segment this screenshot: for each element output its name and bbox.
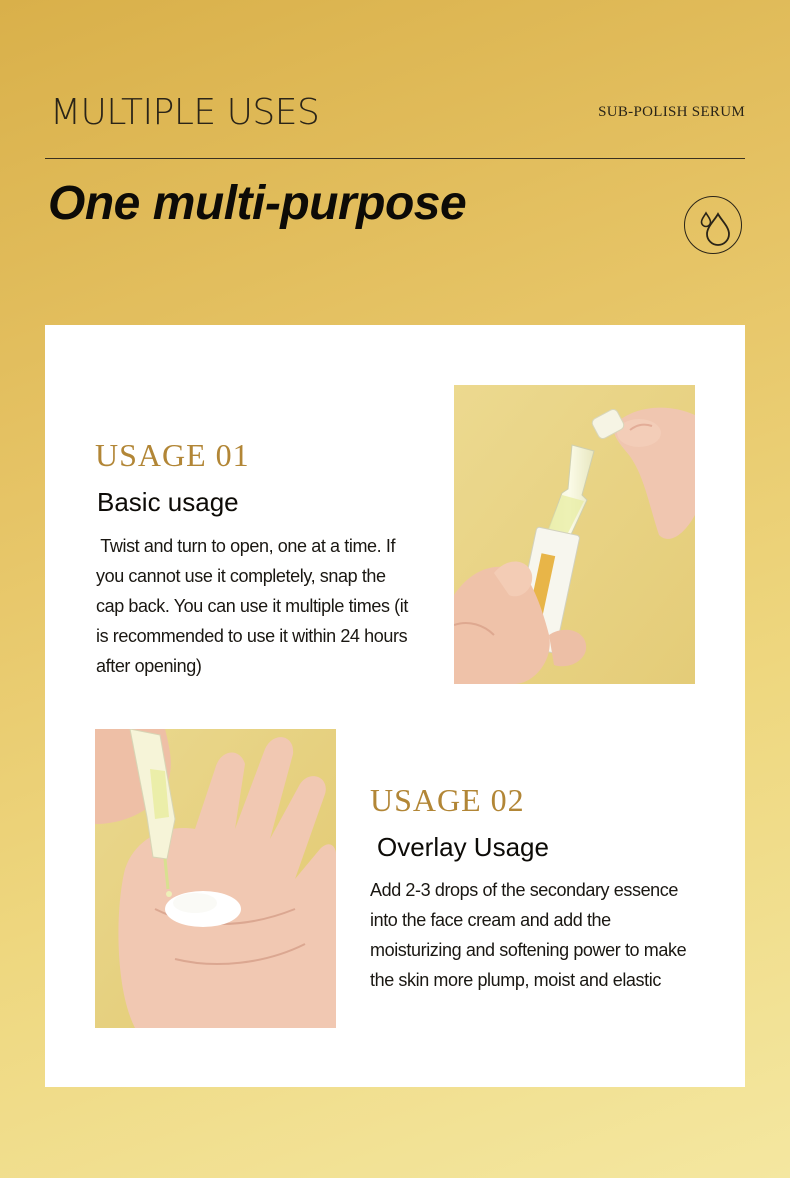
usage-01-label: USAGE 01 [95, 437, 250, 473]
water-drops-icon [684, 196, 742, 254]
usage-02-title: Overlay Usage [377, 832, 549, 862]
body-line: into the face cream and add the [370, 910, 611, 930]
body-line: you cannot use it completely, snap the [96, 566, 386, 586]
usage-02-body [370, 875, 730, 995]
product-name: SUB-POLISH SERUM [598, 104, 745, 120]
body-line: is recommended to use it within 24 hours [96, 626, 408, 646]
body-line: the skin more plump, moist and elastic [370, 970, 661, 990]
body-line: cap back. You can use it multiple times (it [96, 596, 408, 616]
usage-card [45, 325, 745, 1087]
usage-02-label: USAGE 02 [370, 782, 525, 818]
section-title: MULTIPLE USES [50, 92, 320, 133]
headline: One multi-purpose [48, 177, 467, 230]
usage-01-body [96, 531, 446, 681]
body-line: moisturizing and softening power to make [370, 940, 687, 960]
body-line: Twist and turn to open, one at a time. If [96, 536, 396, 556]
body-line: after opening) [96, 656, 202, 676]
usage-01-title: Basic usage [97, 487, 239, 517]
body-line: Add 2-3 drops of the secondary essence [370, 880, 679, 900]
serum-in-palm-photo [95, 729, 336, 1028]
ampoule-opening-photo [454, 385, 695, 684]
header-divider [45, 158, 745, 159]
